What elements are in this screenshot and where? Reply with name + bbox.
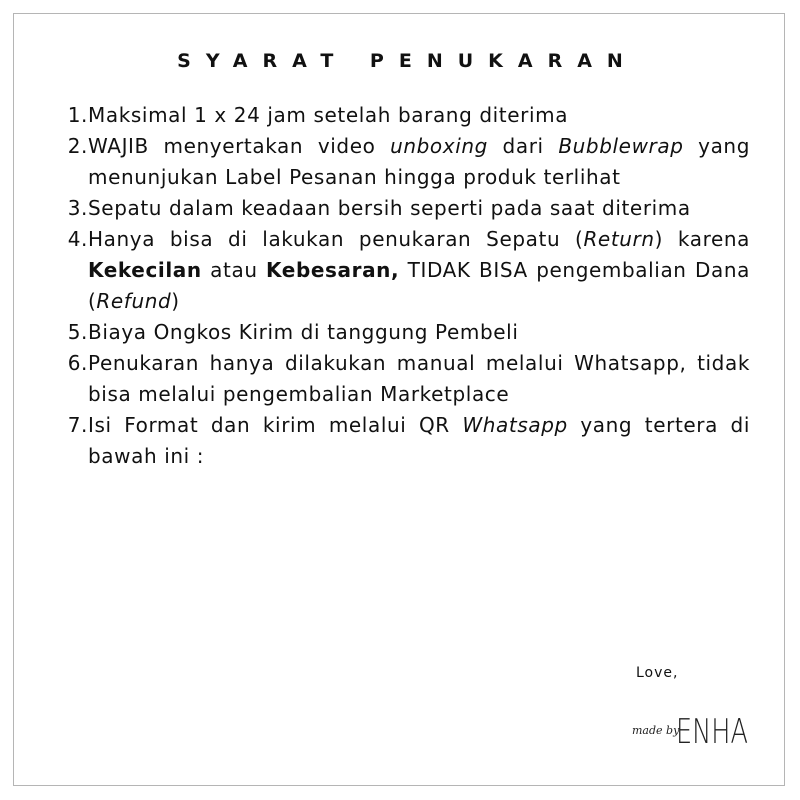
- signature-script: made by: [632, 724, 680, 737]
- term-text-segment: Biaya Ongkos Kirim di tanggung Pembeli: [88, 320, 519, 344]
- term-text-italic: Return: [583, 227, 655, 251]
- term-text-segment: Penukaran hanya dilakukan manual melalui Whatsapp, tidak bisa melalui pengembalian Marketplace: [88, 351, 750, 406]
- term-text-italic: Bubblewrap: [558, 134, 684, 158]
- term-item: [60, 317, 750, 348]
- term-text-segment: dari: [487, 134, 559, 158]
- term-text-segment: Hanya bisa di lakukan penukaran Sepatu (: [88, 227, 584, 251]
- term-text: [88, 131, 750, 193]
- term-text-bold: Kebesaran,: [266, 258, 400, 282]
- term-item: [60, 410, 750, 472]
- term-text: [88, 224, 750, 317]
- term-text-italic: Refund: [96, 289, 172, 313]
- brand-signature: [632, 700, 752, 750]
- term-item: [60, 224, 750, 317]
- term-number: 1.: [67, 103, 88, 127]
- signoff-text: Love,: [636, 665, 679, 681]
- signature-name: ENHA: [676, 712, 748, 752]
- term-text-segment: WAJIB menyertakan video: [88, 134, 391, 158]
- term-text: [88, 410, 750, 472]
- term-item: [60, 131, 750, 193]
- term-text: [88, 317, 750, 348]
- term-text: [88, 348, 750, 410]
- term-text: [88, 193, 750, 224]
- term-number: 7.: [67, 413, 88, 437]
- term-text-italic: Whatsapp: [462, 413, 568, 437]
- term-text-segment: Sepatu dalam keadaan bersih seperti pada saat diterima: [88, 196, 691, 220]
- term-text-segment: yang menunjukan Label Pesanan hingga produk terlihat: [88, 134, 751, 189]
- term-item: [60, 193, 750, 224]
- term-text-segment: atau: [201, 258, 267, 282]
- term-text-bold: Kekecilan: [88, 258, 202, 282]
- term-number: 5.: [67, 320, 88, 344]
- term-text-italic: unboxing: [390, 134, 488, 158]
- term-item: [60, 100, 750, 131]
- term-number: 4.: [67, 227, 88, 251]
- term-text-segment: yang tertera di bawah ini :: [88, 413, 750, 468]
- term-text: [88, 100, 750, 131]
- term-text-segment: ): [171, 289, 180, 313]
- term-text-segment: TIDAK BISA pengembalian Dana (: [88, 258, 750, 313]
- term-text-segment: ) karena: [654, 227, 750, 251]
- term-text-segment: Maksimal 1 x 24 jam setelah barang diterima: [88, 103, 569, 127]
- term-number: 3.: [67, 196, 88, 220]
- page-title: SYARAT PENUKARAN: [177, 50, 638, 72]
- term-text-segment: Isi Format dan kirim melalui QR: [88, 413, 463, 437]
- term-number: 6.: [67, 351, 88, 375]
- term-item: [60, 348, 750, 410]
- term-number: 2.: [67, 134, 88, 158]
- terms-list: [60, 100, 750, 472]
